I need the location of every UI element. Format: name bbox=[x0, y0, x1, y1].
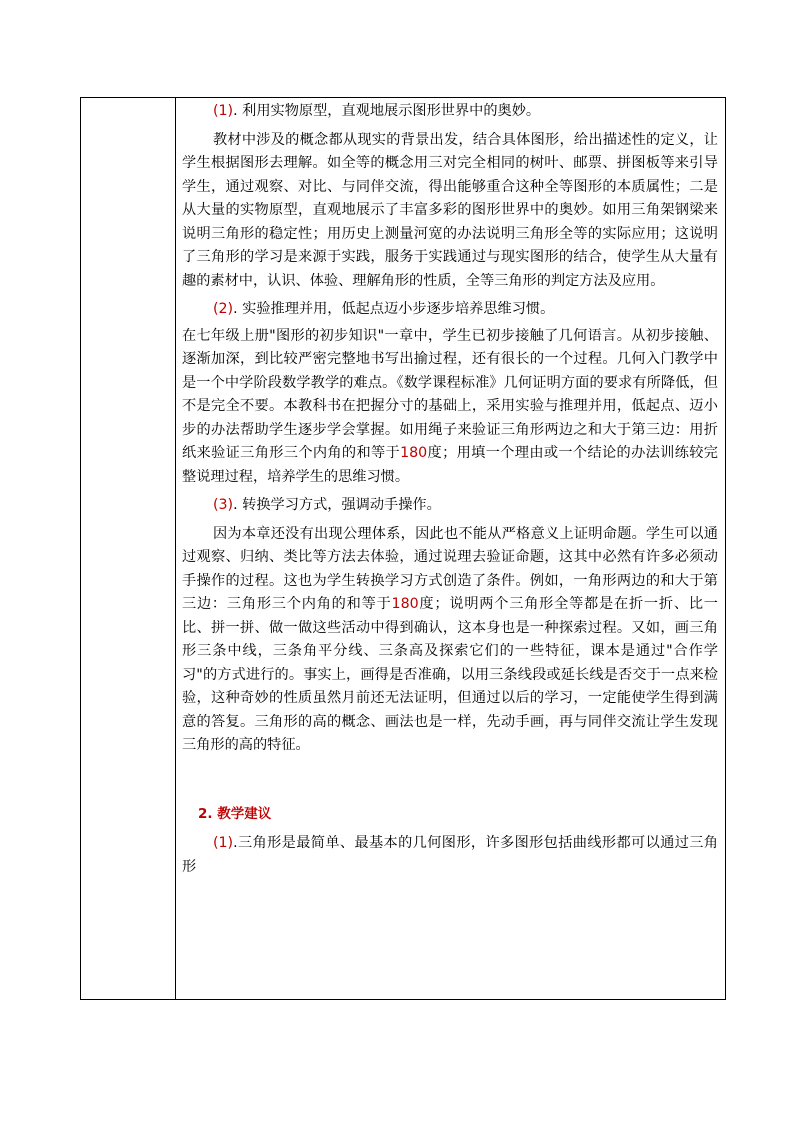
column-divider bbox=[175, 97, 176, 1000]
section-3-paragraph: 因为本章还没有出现公理体系，因此也不能从严格意义上证明命题。学生可以通过观察、归纳、类比等方法去体验，通过说理去验证命题，这其中必然有许多必须动手操作的过程。这也为学生转换学习方式创造了条件。例如，一角形两边的和大于第三边：三角形三个内角的和等于180度；说明两个三角形全等都是在折一折、比一比、拼一拼、做一做这些活动中得到确认，这本身也是一种探索过程。又如，画三角形三条中线，三条角平分线、三条高及探索它们的一些特征，课本是通过"合作学习"的方式进行的。事实上，画得是否准确，以用三条线段或延长线是否交于一点来检验，这种奇妙的性质虽然月前还无法证明，但通过以后的学习，一定能使学生得到满意的答复。三角形的高的概念、画法也是一样，先动手画，再与同伴交流让学生发现三角形的高的特征。 bbox=[182, 525, 718, 753]
section-1-title: (1). 利用实物原型，直观地展示图形世界中的奥妙。 bbox=[213, 103, 541, 119]
section-1-paragraph: 教材中涉及的概念都从现实的背景出发，结合具体图形，给出描述性的定义，让学生根据图形去理解。如全等的概念用三对完全相同的树叶、邮票、拼图板等来引导学生，通过观察、对比、与同伴交流，得出能够重合这种全等图形的本质属性；二是从大量的实物原型，直观地展示了丰富多彩的图形世界中的奥妙。如用三角架钢梁来说明三角形的稳定性；用历史上测量河宽的办法说明三角形全等的实际应用；这说明了三角形的学习是来源于实践，服务于实践通过与现实图形的结合，使学生从大量有趣的素材中，认识、体验、理解角形的性质，全等三角形的判定方法及应用。 bbox=[182, 131, 718, 289]
section-2-paragraph: 在七年级上册"图形的初步知识"一章中，学生已初步接触了几何语言。从初步接触、逐渐加深，到比较严密完整地书写出揄过程，还有很长的一个过程。几何入门教学中是一个中学阶段数学教学的难点。《数学课程标准》几何证明方面的要求有所降低，但不是完全不要。本教科书在把握分寸的基础上，采用实验与推理并用，低起点、迈小步的办法帮助学生逐步学会掌握。如用绳子来验证三角形两边之和大于第三边：用折纸来验证三角形三个内角的和等于180度；用填一个理由或一个结论的办法训练较完整说理过程，培养学生的思维习惯。 bbox=[182, 327, 718, 485]
content-cell bbox=[182, 100, 718, 879]
heading-teaching-suggestions: 2. 教学建议 bbox=[198, 805, 272, 822]
section-2-title: (2). 实验推理并用，低起点迈小步逐步培养思维习惯。 bbox=[213, 301, 555, 317]
last-paragraph: (1).三角形是最简单、最基本的几何图形，许多图形包括曲线形都可以通过三角形 bbox=[182, 835, 718, 875]
section-3-title: (3). 转换学习方式，强调动手操作。 bbox=[213, 497, 441, 513]
